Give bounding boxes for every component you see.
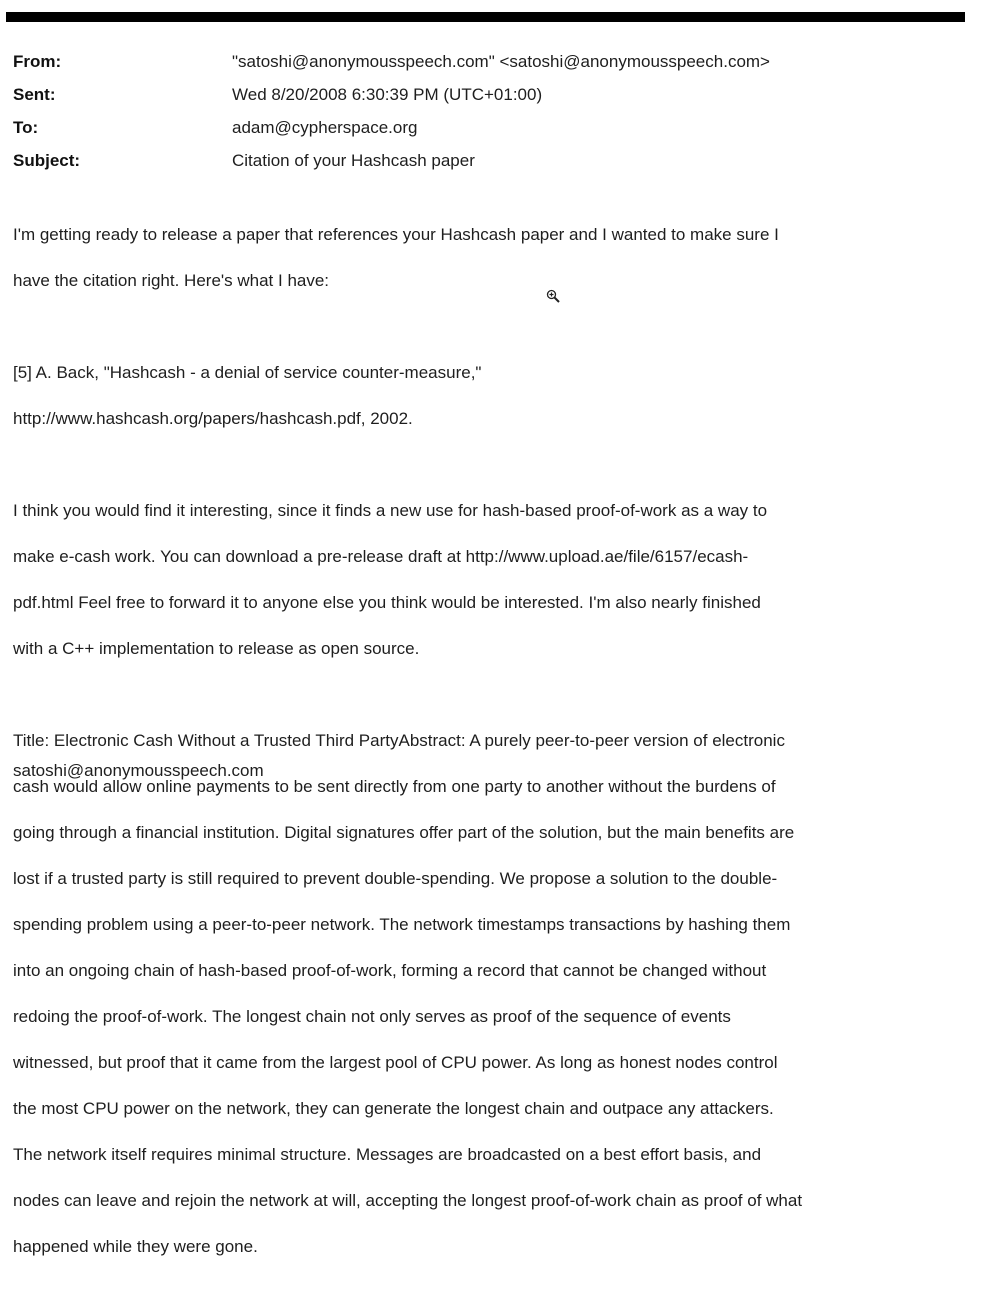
zoom-in-cursor-icon (546, 289, 560, 303)
from-value: "satoshi@anonymousspeech.com" <satoshi@anonymousspeech.com> (232, 52, 770, 71)
body-line: [5] A. Back, "Hashcash - a denial of service counter-measure," (13, 363, 482, 382)
paragraph-draft-info (13, 476, 973, 683)
body-line: http://www.hashcash.org/papers/hashcash.pdf, 2002. (13, 409, 413, 428)
body-line: happened while they were gone. (13, 1237, 258, 1256)
email-body (13, 200, 973, 1304)
header-row-subject (13, 149, 973, 182)
body-line: Title: Electronic Cash Without a Trusted Third PartyAbstract: A purely peer-to-peer version of electronic (13, 731, 785, 750)
body-line: pdf.html Feel free to forward it to anyone else you think would be interested. I'm also nearly finished (13, 593, 761, 612)
body-line: make e-cash work. You can download a pre-release draft at http://www.upload.ae/file/6157/ecash- (13, 547, 749, 566)
email-signature: satoshi@anonymousspeech.com (13, 761, 264, 780)
to-label: To: (13, 118, 39, 137)
body-line: witnessed, but proof that it came from the largest pool of CPU power. As long as honest nodes control (13, 1053, 778, 1072)
body-line: The network itself requires minimal structure. Messages are broadcasted on a best effort basis, and (13, 1145, 762, 1164)
header-row-from (13, 50, 973, 83)
body-line: the most CPU power on the network, they can generate the longest chain and outpace any attackers. (13, 1099, 774, 1118)
body-line: with a C++ implementation to release as open source. (13, 639, 420, 658)
body-line: spending problem using a peer-to-peer network. The network timestamps transactions by hashing them (13, 915, 791, 934)
paragraph-abstract (13, 706, 973, 1281)
body-line: redoing the proof-of-work. The longest chain not only serves as proof of the sequence of events (13, 1007, 731, 1026)
subject-label: Subject: (13, 151, 81, 170)
header-divider-bar (6, 12, 965, 22)
body-line: I'm getting ready to release a paper that references your Hashcash paper and I wanted to make sure I (13, 225, 779, 244)
to-value: adam@cypherspace.org (232, 118, 418, 137)
from-label: From: (13, 52, 62, 71)
header-row-sent (13, 83, 973, 116)
body-line: lost if a trusted party is still required to prevent double-spending. We propose a solution to the double- (13, 869, 778, 888)
sent-value: Wed 8/20/2008 6:30:39 PM (UTC+01:00) (232, 85, 543, 104)
paragraph-citation (13, 338, 973, 453)
body-line: going through a financial institution. Digital signatures offer part of the solution, but the main benefits are (13, 823, 795, 842)
header-row-to (13, 116, 973, 149)
sent-label: Sent: (13, 85, 56, 104)
body-line: I think you would find it interesting, since it finds a new use for hash-based proof-of-work as a way to (13, 501, 768, 520)
body-line: into an ongoing chain of hash-based proof-of-work, forming a record that cannot be changed without (13, 961, 767, 980)
body-line: have the citation right. Here's what I have: (13, 271, 330, 290)
email-header (13, 50, 973, 182)
paragraph-intro (13, 200, 973, 315)
body-line: nodes can leave and rejoin the network at will, accepting the longest proof-of-work chain as proof of what (13, 1191, 803, 1210)
subject-value: Citation of your Hashcash paper (232, 151, 475, 170)
body-line: cash would allow online payments to be sent directly from one party to another without the burdens of (13, 777, 776, 796)
